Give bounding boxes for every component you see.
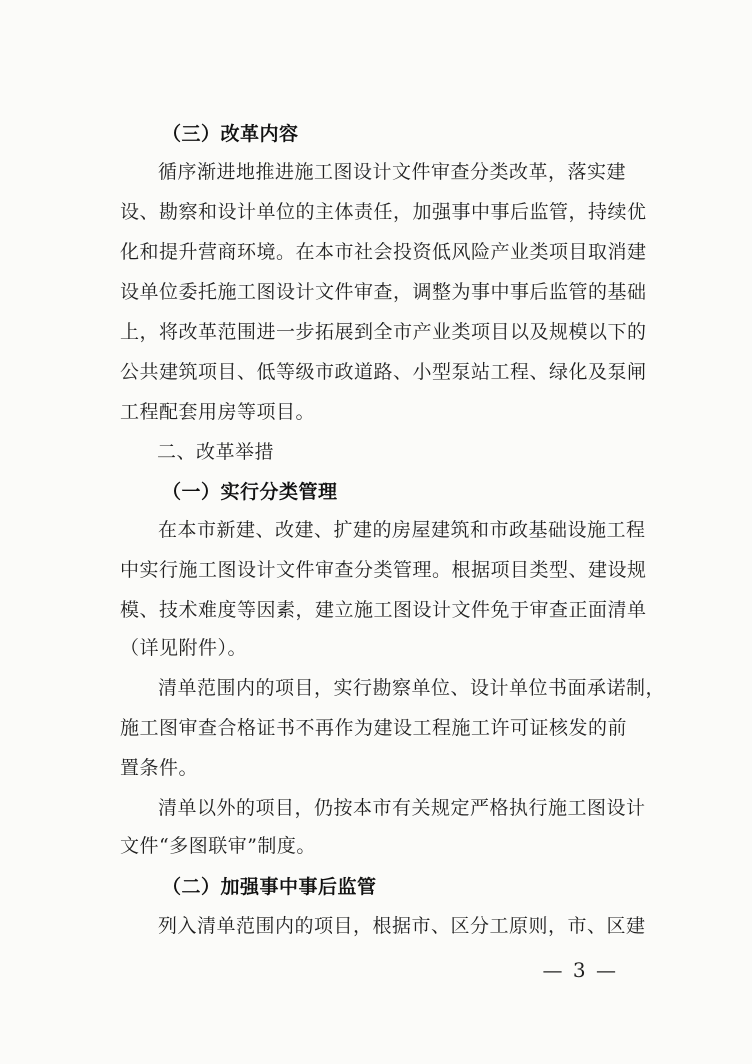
paragraph-line: 公共建筑项目、低等级市政道路、小型泵站工程、绿化及泵闸 xyxy=(120,361,647,383)
section-heading-reform-measures: 二、改革举措 xyxy=(157,441,275,463)
paragraph-line: 中实行施工图设计文件审查分类管理。根据项目类型、建设规 xyxy=(120,559,647,581)
paragraph-line: 施工图审查合格证书不再作为建设工程施工许可证核发的前 xyxy=(120,717,628,739)
paragraph-line: 循序渐进地推进施工图设计文件审查分类改革，落实建 xyxy=(158,161,627,183)
paragraph-line: 模、技术难度等因素，建立施工图设计文件免于审查正面清单 xyxy=(120,599,647,621)
paragraph-line: 文件“多图联审”制度。 xyxy=(120,835,316,857)
paragraph-line: 置条件。 xyxy=(120,757,199,779)
page-number-text: — 3 — xyxy=(542,958,618,982)
paragraph-line: 清单以外的项目，仍按本市有关规定严格执行施工图设计 xyxy=(158,797,646,819)
paragraph-line: 化和提升营商环境。在本市社会投资低风险产业类项目取消建 xyxy=(120,241,647,263)
paragraph-line: （详见附件）。 xyxy=(120,637,248,659)
paragraph-line: 在本市新建、改建、扩建的房屋建筑和市政基础设施工程 xyxy=(158,519,646,541)
subsection-heading-post-supervision: （二）加强事中事后监管 xyxy=(162,876,377,898)
paragraph-line: 工程配套用房等项目。 xyxy=(120,401,316,423)
paragraph-line: 上，将改革范围进一步拓展到全市产业类项目以及规模以下的 xyxy=(120,321,647,343)
paragraph-line: 列入清单范围内的项目，根据市、区分工原则，市、区建 xyxy=(158,915,646,937)
section-heading-reform-content: （三）改革内容 xyxy=(162,123,299,145)
paragraph-line: 清单范围内的项目，实行勘察单位、设计单位书面承诺制， xyxy=(158,677,666,699)
paragraph-line: 设单位委托施工图设计文件审查，调整为事中事后监管的基础 xyxy=(120,281,647,303)
paragraph-line: 设、勘察和设计单位的主体责任，加强事中事后监管，持续优 xyxy=(120,201,647,223)
subsection-heading-classified-management: （一）实行分类管理 xyxy=(162,481,338,503)
